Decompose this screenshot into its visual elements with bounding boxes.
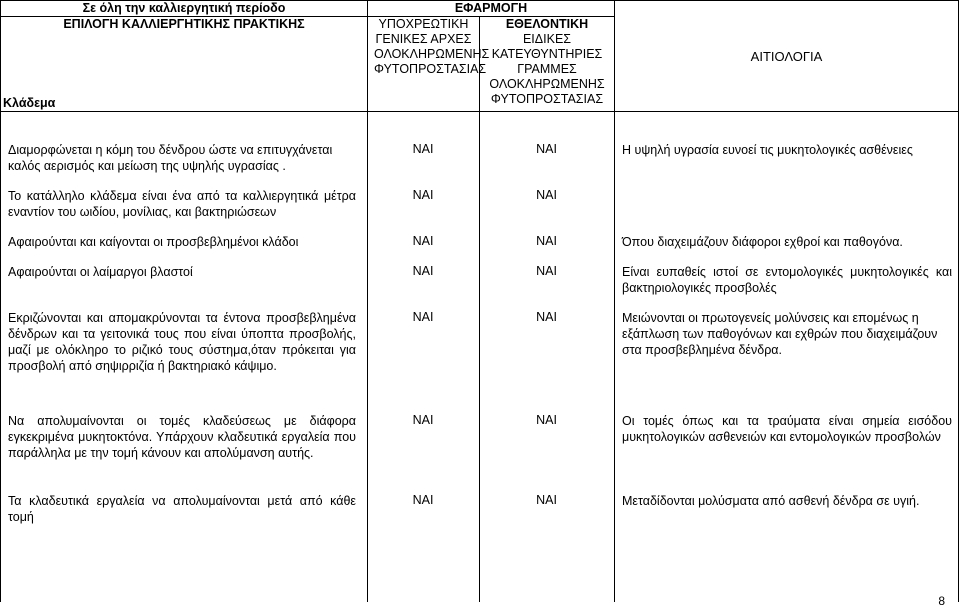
row-optional-value: ΝΑΙ: [536, 188, 557, 202]
row-mandatory-value: ΝΑΙ: [412, 493, 434, 507]
header-optional: ΕΘΕΛΟΝΤΙΚΗ: [505, 17, 589, 31]
row-practice: Αφαιρούνται οι λαίμαργοι βλαστοί: [8, 265, 193, 279]
header-application: ΕΦΑΡΜΟΓΗ: [368, 1, 615, 17]
header-mandatory-desc: ΓΕΝΙΚΕΣ ΑΡΧΕΣ ΟΛΟΚΛΗΡΩΜΕΝΗΣ ΦΥΤΟΠΡΟΣΤΑΣΙΑΣ: [374, 32, 490, 76]
header-optional-desc: ΕΙΔΙΚΕΣ ΚΑΤΕΥΘΥΝΤΗΡΙΕΣ ΓΡΑΜΜΕΣ ΟΛΟΚΛΗΡΩΜΕΝΗΣ ΦΥΤΟΠΡΟΣΤΑΣΙΑΣ: [489, 32, 605, 106]
row-practice: Εκριζώνονται και απομακρύνονται τα έντονα προσβεβλημένα δένδρων και τα γειτονικά τους που είναι ύποπτα προσβολής, μαζί με ολόκληρο το ριζικό τους σύστημα,όταν πρόκειται για προσβολή από σηψιρριζία ή βακτηριακό κάψιμο.: [8, 311, 356, 373]
header-period: Σε όλη την καλλιεργητική περίοδο: [1, 1, 368, 17]
row-rationale: Όπου διαχειμάζουν διάφοροι εχθροί και παθογόνα.: [622, 235, 903, 249]
row-rationale: Οι τομές όπως και τα τραύματα είναι σημεία εισόδου μυκητολογικών ασθενειών και εντομολογικών προσβολών: [622, 414, 952, 444]
row-rationale: Μεταδίδονται μολύσματα από ασθενή δένδρα σε υγιή.: [622, 494, 920, 508]
header-mandatory: ΥΠΟΧΡΕΩΤΙΚΗ: [378, 17, 469, 31]
header-rationale: ΑΙΤΙΟΛΟΓΙΑ: [750, 48, 823, 64]
row-mandatory-value: ΝΑΙ: [412, 264, 434, 278]
page-number: 8: [938, 594, 945, 608]
row-optional-value: ΝΑΙ: [536, 413, 557, 427]
row-mandatory-value: ΝΑΙ: [412, 413, 434, 427]
row-practice: Τα κλαδευτικά εργαλεία να απολυμαίνονται μετά από κάθε τομή: [8, 494, 356, 524]
header-practice-selection: ΕΠΙΛΟΓΗ ΚΑΛΛΙΕΡΓΗΤΙΚΗΣ ΠΡΑΚΤΙΚΗΣ: [63, 17, 305, 31]
row-practice: Διαμορφώνεται η κόμη του δένδρου ώστε να επιτυγχάνεται καλός αερισμός και μείωση της υψηλής υγρασίας .: [8, 143, 333, 173]
row-rationale: Είναι ευπαθείς ιστοί σε εντομολογικές μυκητολογικές και βακτηριολογικές προσβολές: [622, 265, 952, 295]
header-practice-name: Κλάδεμα: [3, 96, 56, 110]
row-rationale: Μειώνονται οι πρωτογενείς μολύνσεις και επομένως η εξάπλωση των παθογόνων και εχθρών που διαχειμάζουν στα προσβεβλημένα δένδρα.: [622, 311, 938, 357]
row-mandatory-value: ΝΑΙ: [412, 310, 434, 324]
row-rationale: Η υψηλή υγρασία ευνοεί τις μυκητολογικές ασθένειες: [622, 143, 913, 157]
row-mandatory-value: ΝΑΙ: [412, 142, 434, 156]
row-practice: Αφαιρούνται και καίγονται οι προσβεβλημένοι κλάδοι: [8, 235, 299, 249]
row-optional-value: ΝΑΙ: [536, 264, 557, 278]
row-practice: Να απολυμαίνονται οι τομές κλαδεύσεως με διάφορα εγκεκριμένα μυκητοκτόνα. Υπάρχουν κλαδευτικά εργαλεία που παράλληλα με την τομή κάνουν και απολύμανση αυτής.: [8, 414, 356, 460]
row-optional-value: ΝΑΙ: [536, 493, 557, 507]
row-mandatory-value: ΝΑΙ: [412, 234, 434, 248]
row-optional-value: ΝΑΙ: [536, 142, 557, 156]
row-optional-value: ΝΑΙ: [536, 310, 557, 324]
row-optional-value: ΝΑΙ: [536, 234, 557, 248]
row-mandatory-value: ΝΑΙ: [412, 188, 434, 202]
row-practice: Το κατάλληλο κλάδεμα είναι ένα από τα καλλιεργητικά μέτρα εναντίον του ωιδίου, μονίλιας, και βακτηριώσεων: [8, 189, 356, 219]
